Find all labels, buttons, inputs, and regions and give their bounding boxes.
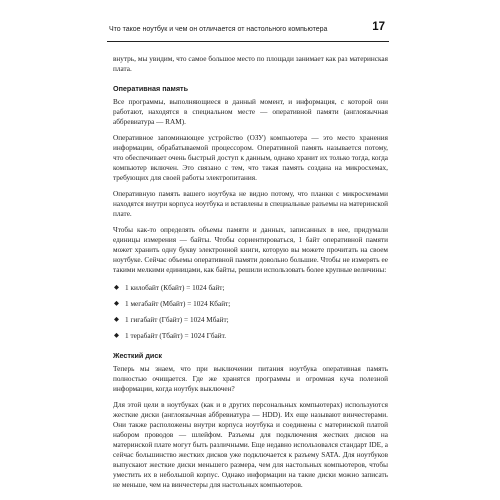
section-heading-ram: Оперативная память (113, 84, 188, 93)
diamond-bullet-icon: ◆ (114, 316, 119, 323)
diamond-bullet-icon: ◆ (114, 284, 119, 291)
list-item-text: 1 килобайт (Кбайт) = 1024 байт; (125, 284, 225, 292)
list-item-text: 1 мегабайт (Мбайт) = 1024 Кбайт; (125, 300, 231, 308)
header-title: Что такое ноутбук и чем он отличается от настольного компьютера (109, 26, 328, 33)
list-item (113, 315, 388, 325)
list-item-text: 1 терабайт (Тбайт) = 1024 Гбайт. (125, 332, 227, 340)
diamond-bullet-icon: ◆ (114, 332, 119, 339)
ram-paragraph-3: Оперативную память вашего ноутбука не видно потому, что планки с микросхемами находятся внутри корпуса ноутбука и вставлены в специальные разъемы на материнской плате. (113, 190, 388, 218)
ram-paragraph-2: Оперативное запоминающее устройство (ОЗУ) компьютера — это место хранения информации, обрабатываемой процессором. Оперативной память называется потому, что обеспечивает очень быстрый доступ к данным, однако хранит их только тогда, когда компьютер включен. Это связано с тем, что такая память создана на микросхемах, требующих для своей работы электропитания. (113, 134, 388, 182)
page-number: 17 (372, 21, 385, 33)
hdd-paragraph-1: Теперь мы знаем, что при выключении питания ноутбука оперативная память полностью очищается. Где же хранятся программы и огромная куча полезной информации, когда ноутбук выключен? (113, 365, 388, 393)
intro-paragraph: внутрь, мы увидим, что самое большое место по площади занимает как раз материнская плата. (113, 55, 388, 73)
ram-paragraph-4: Чтобы как-то определять объемы памяти и данных, записанных в нее, придумали единицы измерения — байты. Чтобы сориентироваться, 1 байт оперативной памяти может хранить одну букву электронной книги, которую вы можете прочитать на своем ноутбуке. Сейчас объемы оперативной памяти довольно большие. Чтобы не измерять ее такими мелкими единицами, как байты, решили использовать более крупные величины: (113, 226, 388, 274)
diamond-bullet-icon: ◆ (114, 300, 119, 307)
list-item (113, 283, 388, 293)
hdd-paragraph-2: Для этой цели в ноутбуках (как и в других персональных компьютерах) используются жесткие диски (англоязычная аббревиатура — HDD). Их еще называют винчестерами. Они также расположены внутри корпуса ноутбука и соединены с материнской платой набором проводов — шлейфом. Разъемы для подключения жестких дисков на материнской плате могут быть различными. Еще недавно использовался стандарт IDE, а сейчас большинство жестких дисков уже подключается к разъему SATA. Для ноутбуков выпускают жесткие диски меньшего размера, чем для настольных компьютеров, чтобы уместить их в небольшой корпус. Однако информации на такие диски можно записать не меньше, чем на винчестеры для настольных компьютеров. (113, 401, 388, 489)
list-item (113, 331, 388, 341)
list-item-text: 1 гигабайт (Гбайт) = 1024 Мбайт; (125, 316, 229, 324)
units-list (113, 283, 388, 341)
list-item (113, 299, 388, 309)
page-content (113, 54, 388, 496)
section-heading-hdd: Жесткий диск (113, 351, 162, 360)
running-header (107, 22, 389, 42)
ram-paragraph-1: Все программы, выполняющиеся в данный момент, и информация, с которой они работают, находятся в специальном месте — оперативной памяти (англоязычная аббревиатура — RAM). (113, 98, 388, 126)
